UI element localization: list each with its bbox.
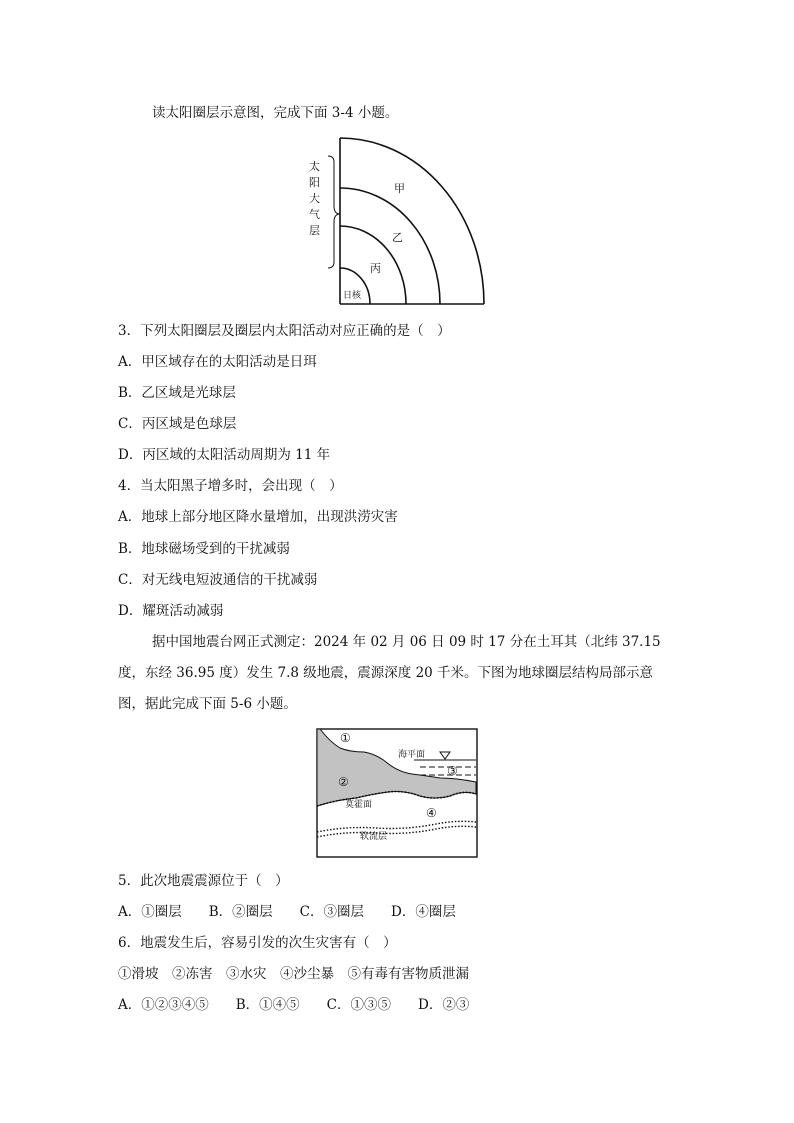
intro2-line3: 图，据此完成下面 5-6 小题。	[118, 696, 297, 712]
q6-options: A．①②③④⑤ B．①④⑤ C．①③⑤ D．②③	[118, 997, 470, 1013]
q3-stem: 3．下列太阳圈层及圈层内太阳活动对应正确的是（ ）	[118, 323, 451, 339]
core-label: 日核	[343, 291, 362, 301]
side-label-char: 气	[309, 208, 320, 221]
moho-label: 莫霍面	[345, 800, 373, 810]
q5-options: A．①圈层 B．②圈层 C．③圈层 D．④圈层	[118, 904, 456, 920]
side-label-char: 阳	[309, 176, 320, 189]
asthenosphere-label: 软流层	[360, 832, 388, 842]
intro2-line1: 据中国地震台网正式测定：2024 年 02 月 06 日 09 时 17 分在土耳其（北纬 37.15	[152, 634, 661, 650]
q6-stem: 6．地震发生后，容易引发的次生灾害有（ ）	[118, 935, 397, 951]
circle-2-label: ②	[338, 775, 349, 789]
side-label-char: 层	[309, 224, 320, 237]
earth-layers-diagram	[316, 728, 478, 860]
q6-items: ①滑坡 ②冻害 ③水灾 ④沙尘暴 ⑤有毒有害物质泄漏	[118, 966, 469, 982]
q4-option-b: B．地球磁场受到的干扰减弱	[118, 541, 290, 557]
q3-option-a: A．甲区域存在的太阳活动是日珥	[118, 354, 317, 370]
side-label-char: 大	[309, 192, 320, 205]
circle-4-label: ④	[426, 806, 437, 820]
q4-option-d: D．耀斑活动减弱	[118, 603, 224, 619]
q4-option-a: A．地球上部分地区降水量增加，出现洪涝灾害	[118, 509, 398, 525]
layer-bing-label: 丙	[370, 262, 381, 275]
q3-option-c: C．丙区域是色球层	[118, 416, 237, 432]
intro-text: 读太阳圈层示意图，完成下面 3-4 小题。	[152, 105, 399, 121]
q5-stem: 5．此次地震震源位于（ ）	[118, 873, 289, 889]
q4-option-c: C．对无线电短波通信的干扰减弱	[118, 572, 318, 588]
side-label-char: 太	[309, 160, 320, 173]
solar-layers-diagram	[300, 134, 490, 306]
intro2-line2: 度，东经 36.95 度）发生 7.8 级地震，震源深度 20 千米。下图为地球圈层结构局部示意	[118, 665, 654, 681]
sea-level-label: 海平面	[398, 750, 426, 760]
circle-1-label: ①	[340, 731, 351, 745]
circle-3-label: ③	[447, 764, 458, 778]
layer-jia-label: 甲	[394, 182, 405, 195]
q3-option-b: B．乙区域是光球层	[118, 385, 236, 401]
q4-stem: 4．当太阳黑子增多时，会出现（ ）	[118, 478, 343, 494]
q3-option-d: D．丙区域的太阳活动周期为 11 年	[118, 447, 331, 463]
layer-yi-label: 乙	[392, 231, 403, 244]
